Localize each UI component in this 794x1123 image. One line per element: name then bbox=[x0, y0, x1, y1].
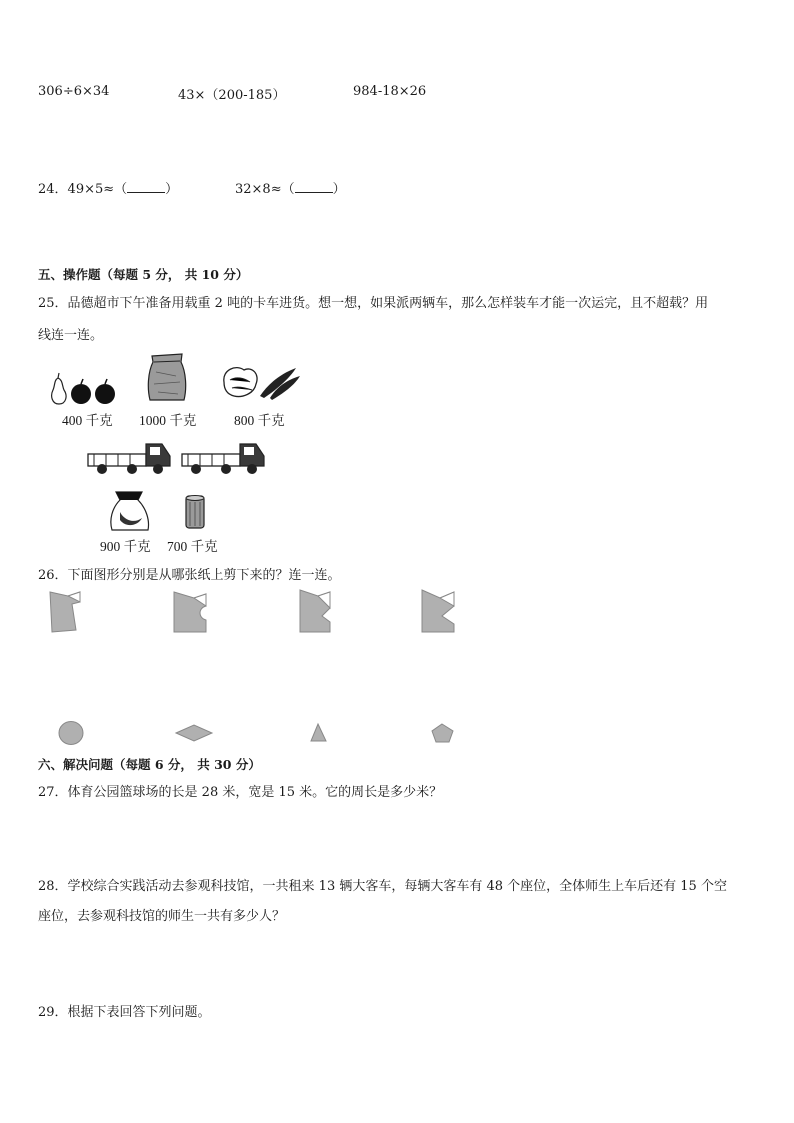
question-29: 29．根据下表回答下列问题。 bbox=[38, 1005, 211, 1020]
question-26: 26．下面图形分别是从哪张纸上剪下来的？连一连。 bbox=[38, 568, 341, 583]
answer-blank[interactable] bbox=[295, 181, 333, 193]
question-25-line2: 线连一连。 bbox=[38, 328, 104, 343]
sack-icon bbox=[108, 490, 152, 532]
sack-icon bbox=[146, 352, 188, 402]
answer-blank[interactable] bbox=[127, 181, 165, 193]
truck-icon[interactable] bbox=[86, 438, 174, 478]
question-24-b bbox=[235, 178, 346, 197]
cut-paper-icon[interactable] bbox=[172, 590, 212, 636]
question-27: 27．体育公园篮球场的长是 28 米，宽是 15 米。它的周长是多少米？ bbox=[38, 785, 443, 800]
calc-expression-1: 306÷6×34 bbox=[38, 84, 110, 99]
calc-expression-2: 43×（200-185） bbox=[178, 88, 286, 103]
pear-icon bbox=[52, 373, 66, 404]
barrel-icon bbox=[184, 494, 206, 530]
pentagon-icon[interactable] bbox=[430, 722, 456, 744]
vegetables-icon bbox=[220, 362, 302, 402]
calc-expression-3: 984-18×26 bbox=[353, 84, 427, 99]
cut-paper-icon[interactable] bbox=[48, 590, 86, 636]
question-24 bbox=[38, 178, 178, 197]
apple-icon bbox=[95, 379, 115, 404]
truck-icon[interactable] bbox=[180, 438, 268, 478]
goods-label-900: 900 千克 bbox=[100, 539, 151, 554]
goods-label-1000: 1000 千克 bbox=[139, 413, 197, 428]
q24-part2: 32×8≈（ bbox=[235, 182, 295, 197]
section-6-title: 六、解决问题（每题 6 分， 共 30 分） bbox=[38, 757, 261, 772]
apple-icon bbox=[71, 379, 91, 404]
goods-label-800: 800 千克 bbox=[234, 413, 285, 428]
triangle-icon[interactable] bbox=[309, 722, 329, 744]
q24-paren: ） bbox=[332, 182, 346, 197]
circle-icon[interactable] bbox=[58, 720, 86, 748]
question-28-line2: 座位，去参观科技馆的师生一共有多少人？ bbox=[38, 909, 286, 924]
section-5-title: 五、操作题（每题 5 分， 共 10 分） bbox=[38, 267, 249, 282]
cut-paper-icon[interactable] bbox=[420, 588, 460, 636]
question-25-line1: 25．品德超市下午准备用载重 2 吨的卡车进货。想一想，如果派两辆车，那么怎样装车才能一次运完，且不超载？用 bbox=[38, 296, 709, 311]
goods-label-700: 700 千克 bbox=[167, 539, 218, 554]
q24-paren: ） bbox=[165, 182, 179, 197]
fruit-group bbox=[48, 372, 120, 406]
question-28-line1: 28．学校综合实践活动去参观科技馆，一共租来 13 辆大客车，每辆大客车有 48 个座位，全体师生上车后还有 15 个空 bbox=[38, 879, 727, 894]
cut-paper-icon[interactable] bbox=[298, 588, 336, 636]
q24-part1: 24．49×5≈（ bbox=[38, 182, 128, 197]
diamond-icon[interactable] bbox=[174, 724, 214, 742]
goods-label-400: 400 千克 bbox=[62, 413, 113, 428]
